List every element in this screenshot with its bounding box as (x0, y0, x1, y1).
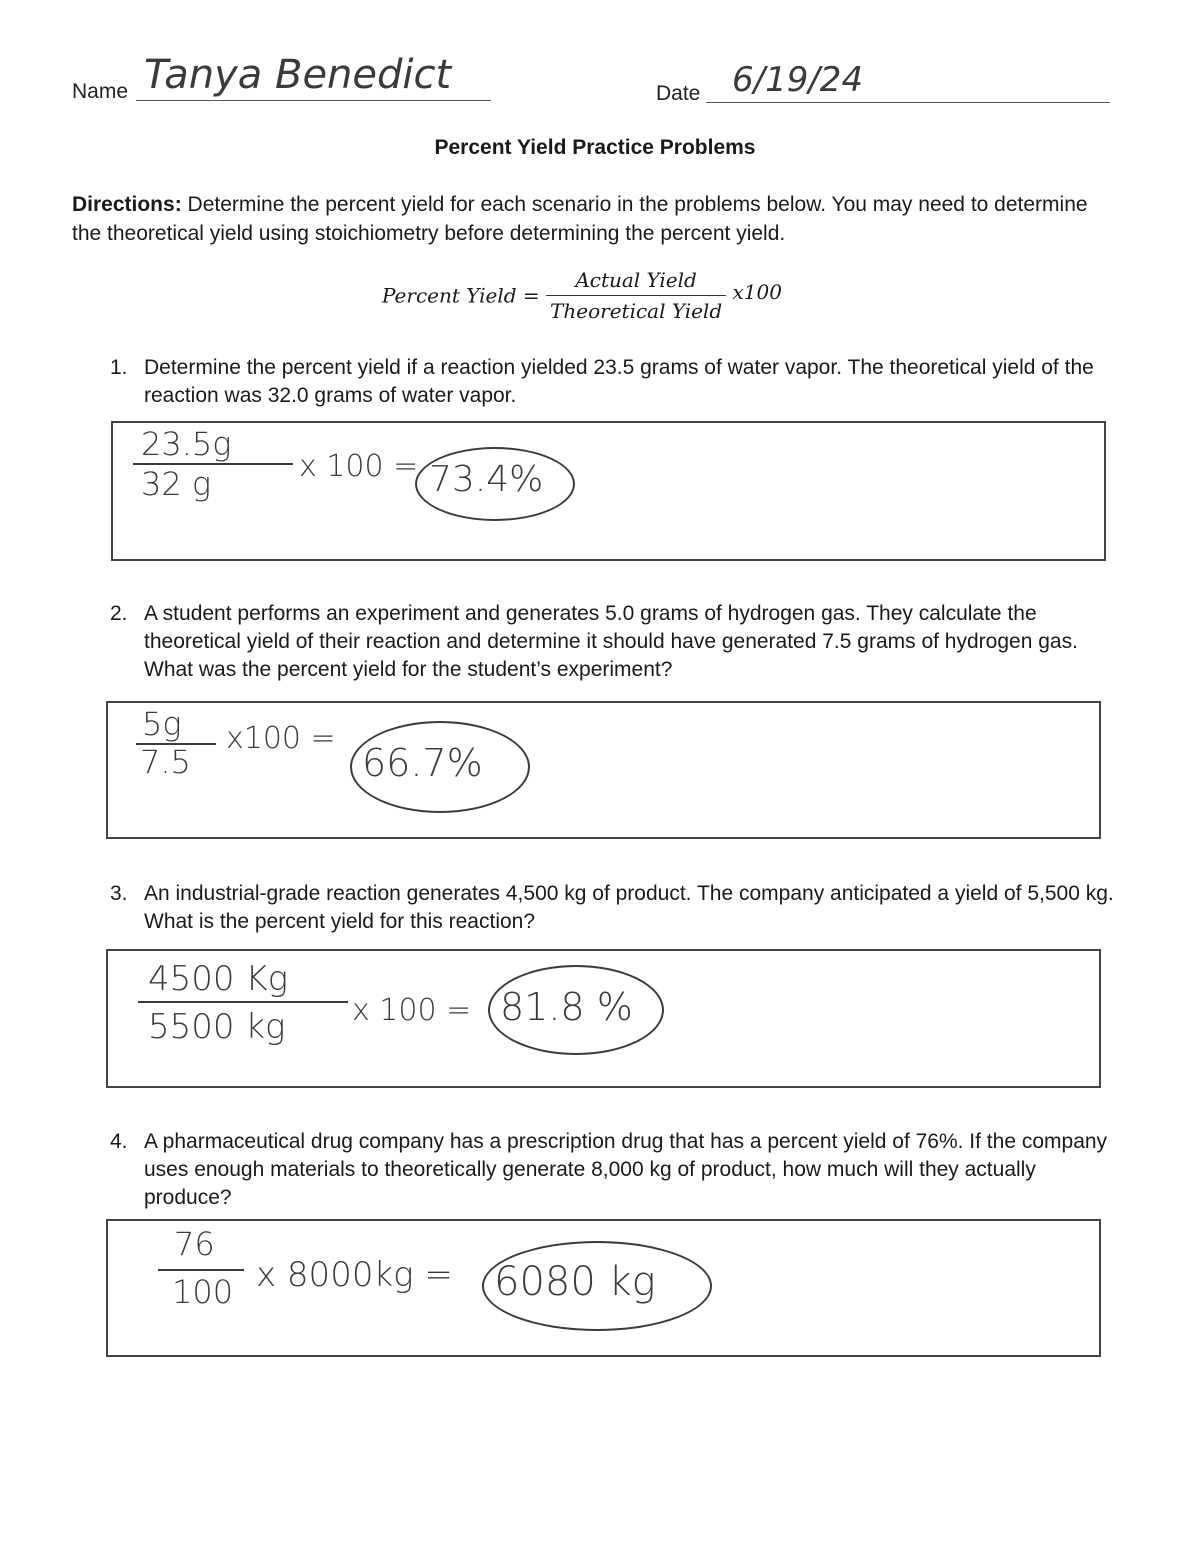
date-line (706, 102, 1110, 103)
question-2 (110, 600, 1104, 684)
name-value[interactable]: Tanya Benedict (144, 52, 452, 98)
answer-box-1[interactable] (111, 421, 1106, 561)
page-title: Percent Yield Practice Problems (434, 136, 756, 159)
fraction-line (138, 1001, 348, 1003)
question-1 (110, 354, 1094, 410)
answer-numerator: 5g (142, 705, 182, 743)
question-number: 4. (110, 1130, 128, 1153)
answer-operation: x100 = (226, 721, 336, 756)
answer-denominator: 32 g (141, 465, 212, 503)
formula-lhs: Percent Yield = (382, 283, 540, 308)
answer-denominator: 5500 kg (148, 1007, 286, 1047)
date-label: Date (656, 82, 701, 105)
percent-yield-formula (382, 268, 782, 323)
directions-text: Determine the percent yield for each scenario in the problems below. You may need to determine the theoretical yield using stoichiometry before determining the percent yield. (72, 193, 1088, 245)
answer-operation: x 100 = (299, 449, 419, 484)
question-4 (110, 1128, 1114, 1212)
answer-numerator: 4500 Kg (148, 959, 289, 999)
question-3 (110, 880, 1124, 936)
question-number: 2. (110, 602, 128, 625)
answer-result: 6080 kg (494, 1259, 656, 1305)
answer-operation: x 8000kg = (256, 1255, 453, 1295)
answer-result: 73.4% (429, 459, 544, 500)
formula-fraction (546, 268, 726, 323)
answer-result: 66.7% (362, 741, 483, 785)
name-line (136, 100, 491, 101)
answer-box-2[interactable] (106, 701, 1101, 839)
answer-operation: x 100 = (352, 993, 472, 1028)
directions (72, 190, 1112, 248)
formula-multiplier: x100 (732, 279, 782, 304)
question-text: A pharmaceutical drug company has a prescription drug that has a percent yield of 76%. If the company uses enough materials to theoretically generate 8,000 kg of product, how much will they actually produce? (144, 1130, 1108, 1209)
answer-denominator: 100 (172, 1273, 234, 1311)
question-text: Determine the percent yield if a reaction yielded 23.5 grams of water vapor. The theoretical yield of the reaction was 32.0 grams of water vapor. (144, 356, 1094, 407)
name-label: Name (72, 80, 129, 103)
directions-label: Directions: (72, 193, 182, 216)
answer-box-4[interactable] (106, 1219, 1101, 1357)
fraction-line (158, 1269, 244, 1271)
answer-box-3[interactable] (106, 949, 1101, 1088)
answer-result: 81.8 % (500, 985, 633, 1029)
answer-numerator: 76 (174, 1225, 215, 1263)
formula-numerator: Actual Yield (546, 268, 726, 296)
question-number: 1. (110, 356, 128, 379)
formula-denominator: Theoretical Yield (550, 299, 723, 323)
date-value[interactable]: 6/19/24 (732, 60, 864, 100)
question-number: 3. (110, 882, 128, 905)
answer-numerator: 23.5g (141, 425, 232, 463)
question-text: An industrial-grade reaction generates 4,500 kg of product. The company anticipated a yield of 5,500 kg. What is the percent yield for this reaction? (144, 882, 1114, 933)
answer-denominator: 7.5 (140, 743, 191, 781)
question-text: A student performs an experiment and generates 5.0 grams of hydrogen gas. They calculate the theoretical yield of their reaction and determine it should have generated 7.5 grams of hydrogen gas. What was the percent yield for the student’s experiment? (144, 602, 1078, 681)
